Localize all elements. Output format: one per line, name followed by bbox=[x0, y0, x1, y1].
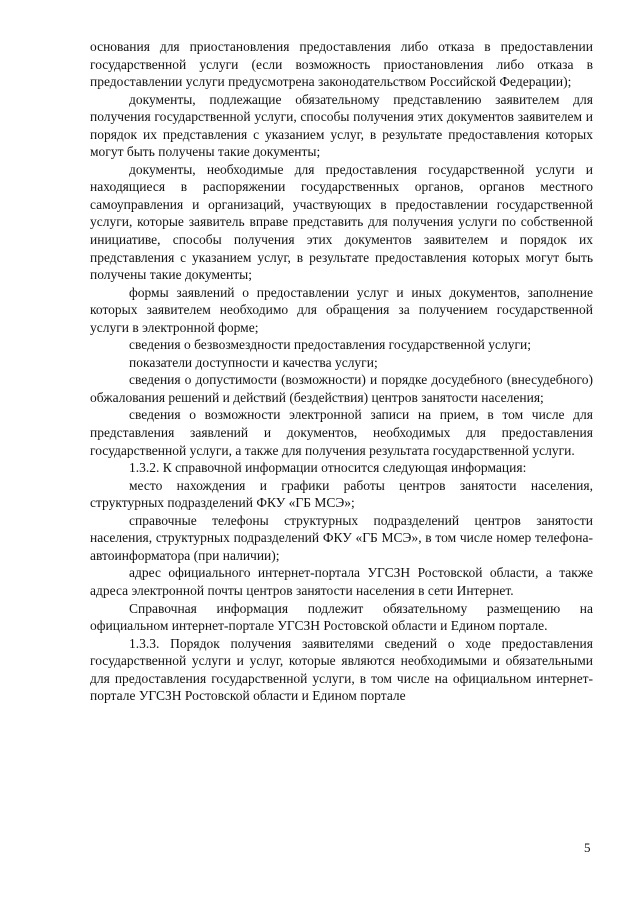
paragraph-electronic-appointment: сведения о возможности электронной записи на прием, в том числе для представления заявлений и документов, необходимых для предоставления государственной услуги, а также для получения результата государственной услуги. bbox=[90, 407, 593, 458]
paragraph-grounds-suspension-refusal: основания для приостановления предоставления либо отказа в предоставлении государственной услуги (если возможность приостановления либо отказа в предоставлении услуги предусмотрена законодательством Российской Федерации); bbox=[90, 39, 593, 90]
paragraph-free-of-charge: сведения о безвозмездности предоставления государственной услуги; bbox=[129, 337, 532, 353]
paragraph-reference-phones: справочные телефоны структурных подразделений центров занятости населения, структурных подразделений ФКУ «ГБ МСЭ», в том числе номер телефона-автоинформатора (при наличии); bbox=[90, 512, 593, 563]
paragraph-appeal-procedure: сведения о допустимости (возможности) и порядке досудебного (внесудебного) обжалования решений и действий (бездействия) центров занятости населения; bbox=[90, 372, 593, 405]
paragraph-mandatory-documents: документы, подлежащие обязательному представлению заявителем для получения государственной услуги, способы получения этих документов заявителем и порядок их представления с указанием услуг, в результате предоставления которых могут быть получены такие документы; bbox=[90, 91, 593, 160]
page-number: 5 bbox=[584, 840, 591, 855]
paragraph-section-1-3-2: 1.3.2. К справочной информации относится следующая информация: bbox=[129, 460, 527, 476]
paragraph-locations-schedules: место нахождения и графики работы центров занятости населения, структурных подразделений ФКУ «ГБ МСЭ»; bbox=[90, 477, 593, 511]
paragraph-quality-indicators: показатели доступности и качества услуги; bbox=[129, 354, 378, 370]
paragraph-section-1-3-3: 1.3.3. Порядок получения заявителями сведений о ходе предоставления государственной услуги и услуг, которые являются необходимыми и обязательными для предоставления государственной услуги, в том числе на официальном интернет-портале УГСЗН Ростовской области и Едином портале bbox=[90, 635, 593, 704]
paragraph-mandatory-publication: Справочная информация подлежит обязательному размещению на официальном интернет-портале УГСЗН Ростовской области и Едином портале. bbox=[90, 600, 593, 634]
paragraph-documents-held-by-agencies: документы, необходимые для предоставления государственной услуги и находящиеся в распоряжении государственных органов, органов местного самоуправления и организаций, участвующих в предоставлении государственной услуги, которые заявитель вправе представить для получения услуги по собственной инициативе, способы получения этих документов заявителем и порядок их представления с указанием услуг, в результате предоставления которых могут быть получены такие документы; bbox=[90, 161, 593, 283]
paragraph-application-forms: формы заявлений о предоставлении услуг и иных документов, заполнение которых заявителем необходимо для обращения за получением государственной услуги в электронной форме; bbox=[90, 284, 593, 335]
paragraph-portal-address: адрес официального интернет-портала УГСЗН Ростовской области, а также адреса электронной почты центров занятости населения в сети Интернет. bbox=[90, 565, 593, 598]
body-text bbox=[90, 38, 593, 705]
